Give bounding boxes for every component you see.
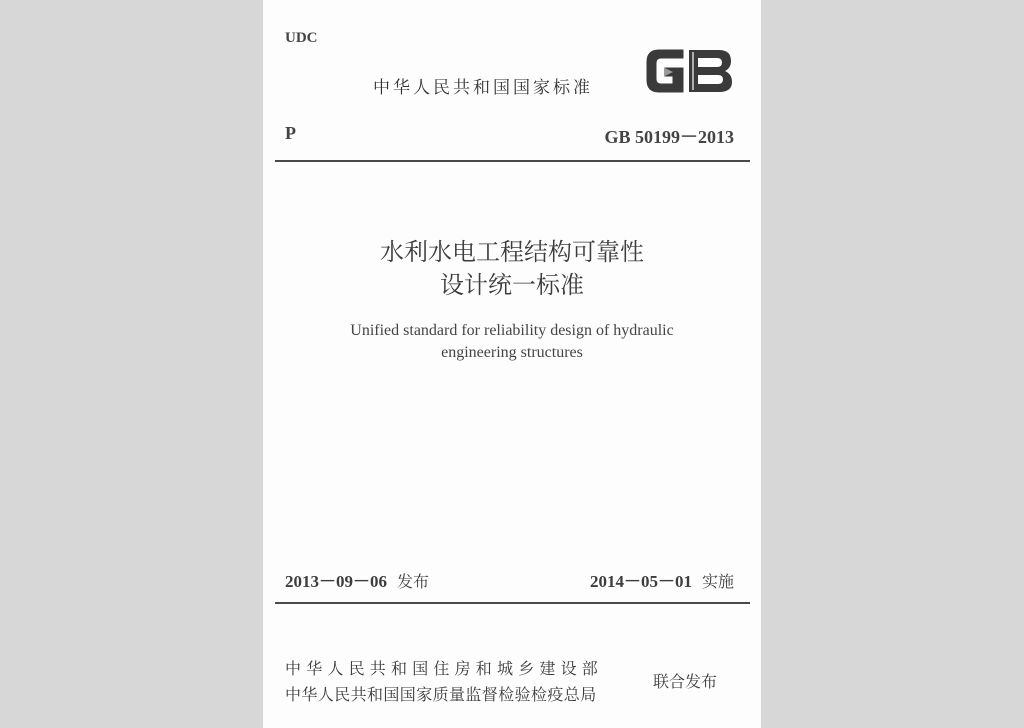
document-cover-page (263, 0, 761, 728)
national-standard-heading: 中华人民共和国国家标准 (373, 78, 593, 98)
title-english-line1: Unified standard for reliability design of hydraulic (350, 322, 674, 339)
issue-date (285, 567, 429, 592)
header-divider (275, 160, 750, 162)
udc-label: UDC (285, 30, 318, 46)
title-chinese-line1: 水利水电工程结构可靠性 (380, 238, 644, 266)
title-chinese-line2: 设计统一标准 (440, 271, 584, 299)
footer-divider (275, 602, 750, 604)
title-english-line2: engineering structures (441, 344, 583, 361)
joint-issue-label: 联合发布 (653, 672, 718, 691)
issue-date-value: 2013－09－06 (285, 572, 387, 591)
implementation-date-value: 2014－05－01 (589, 572, 692, 591)
issuer-aqsiq: 中华人民共和国国家质量监督检验检疫总局 (285, 685, 597, 704)
implementation-date (590, 567, 734, 592)
standard-number: GB 50199－2013 (604, 127, 734, 147)
category-code: P (285, 123, 296, 143)
implementation-label: 实施 (701, 572, 734, 591)
issuer-ministry-housing: 中华人民共和国住房和城乡建设部 (285, 659, 604, 678)
issue-label: 发布 (397, 572, 430, 591)
gb-logo-icon (643, 46, 735, 96)
